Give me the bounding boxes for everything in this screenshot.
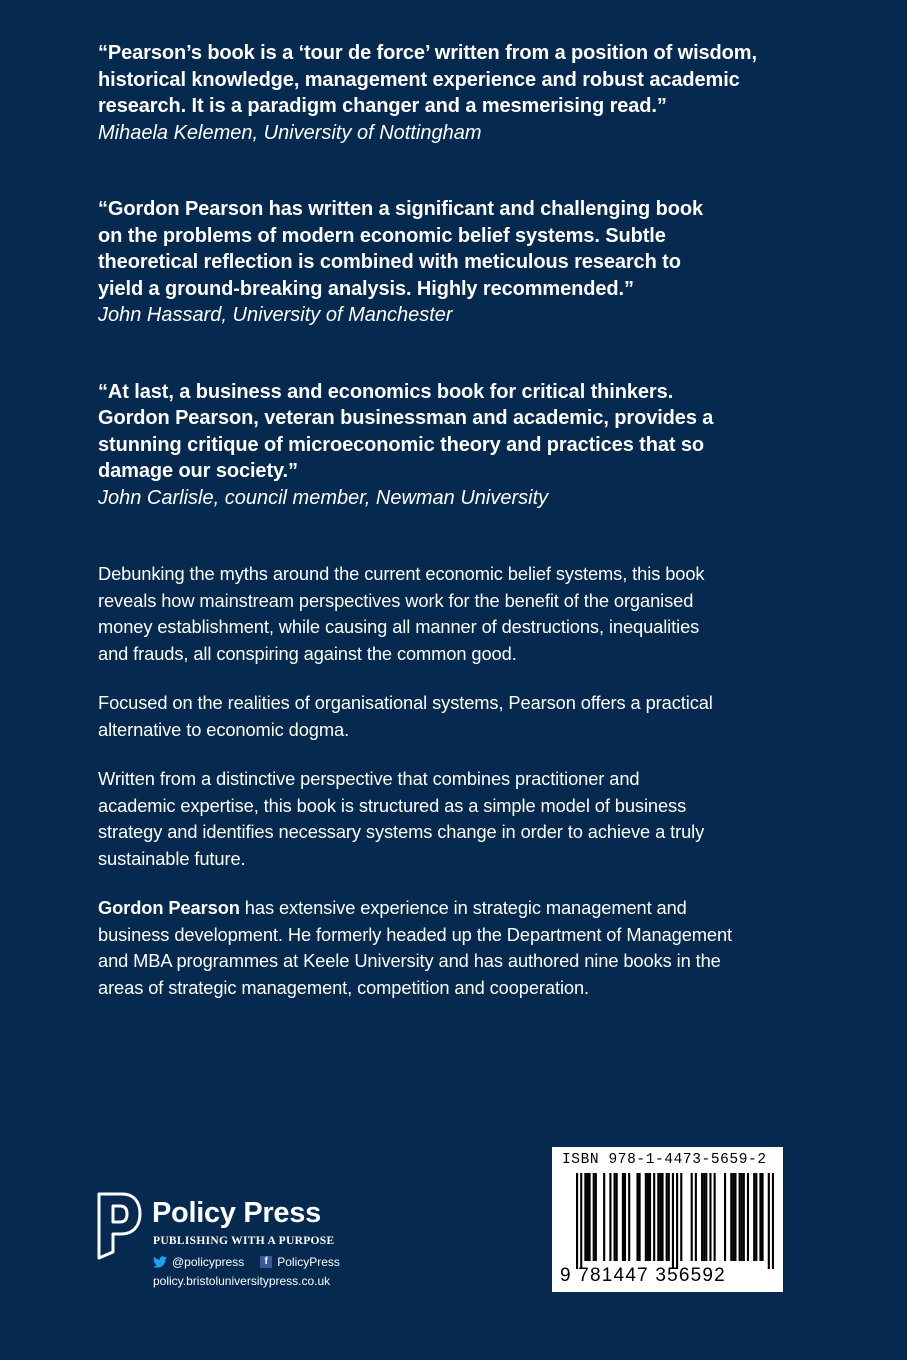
barcode-bar	[724, 1173, 726, 1261]
barcode-bar	[666, 1173, 668, 1261]
barcode-bar	[743, 1173, 745, 1261]
barcode-bar	[661, 1173, 663, 1261]
barcode-bar	[695, 1173, 697, 1261]
barcode-bar	[649, 1173, 651, 1261]
barcode-bar	[636, 1173, 638, 1261]
quote-attribution: John Carlisle, council member, Newman University	[98, 486, 549, 509]
publisher-social-links	[153, 1254, 340, 1269]
quote-attribution: John Hassard, University of Manchester	[98, 304, 453, 326]
barcode-bar	[659, 1173, 661, 1261]
barcode-bar	[691, 1173, 693, 1261]
publisher-name: Policy Press	[152, 1197, 321, 1229]
barcode-bars	[562, 1173, 774, 1269]
author-bio: Gordon Pearson has extensive experience in strategic management and business development. He formerly headed up the Department of Management and MBA programmes at Keele University and has authored nine books in the areas of strategic management, competition and cooperation.	[98, 897, 733, 998]
barcode-bar	[628, 1173, 630, 1261]
endorsement-quote-2	[98, 196, 798, 329]
barcode-bar	[734, 1173, 736, 1261]
facebook-f-icon: f	[260, 1256, 272, 1268]
barcode-bar	[586, 1173, 588, 1261]
barcode-bar	[741, 1173, 743, 1261]
barcode-bar	[714, 1173, 716, 1261]
barcode-bar	[732, 1173, 734, 1261]
back-cover-content	[98, 40, 798, 1024]
barcode-bar	[680, 1173, 682, 1261]
barcode-bar	[653, 1173, 655, 1261]
barcode-bar	[705, 1173, 707, 1261]
quote-attribution: Mihaela Kelemen, University of Nottingham	[98, 121, 482, 144]
quote-text: “Pearson’s book is a ‘tour de force’ written from a position of wisdom, historical knowledge, management experience and robust academic research. It is a paradigm changer and a mesmerising read.”	[98, 42, 757, 117]
barcode-bar	[761, 1173, 763, 1261]
barcode-bar	[584, 1173, 586, 1261]
barcode-bar	[639, 1173, 641, 1261]
barcode-bar	[609, 1173, 611, 1261]
isbn-label: ISBN 978-1-4473-5659-2	[562, 1152, 767, 1168]
description-paragraph-2: Focused on the realities of organisational systems, Pearson offers a practical alternative to economic dogma.	[98, 692, 713, 740]
barcode-bar	[739, 1173, 741, 1261]
quote-text: “At last, a business and economics book for critical thinkers. Gordon Pearson, veteran businessman and academic, provides a stunning critique of microeconomic theory and practices that so damage our society.”	[98, 380, 714, 482]
barcode-bar	[701, 1173, 703, 1261]
quote-text: “Gordon Pearson has written a significant and challenging book on the problems of modern economic belief systems. Subtle theoretical reflection is combined with meticulous research to yield a ground-breaking analysis. Highly recommended.”	[98, 198, 703, 300]
barcode-bar	[768, 1173, 770, 1269]
barcode-bar	[580, 1173, 582, 1269]
book-description	[98, 561, 798, 1001]
barcode-bar	[589, 1173, 591, 1261]
publisher-url[interactable]: policy.bristoluniversitypress.co.uk	[153, 1274, 331, 1288]
twitter-bird-icon	[153, 1256, 167, 1268]
description-paragraph-3: Written from a distinctive perspective that combines practitioner and academic expertise, this book is structured as a simple model of business strategy and identifies necessary systems change in order to achieve a truly sustainable future.	[98, 768, 705, 869]
barcode-bar	[624, 1173, 626, 1261]
barcode-bar	[657, 1173, 659, 1261]
isbn-barcode	[552, 1147, 783, 1292]
barcode-bar	[593, 1173, 595, 1261]
endorsement-quote-3	[98, 379, 798, 512]
barcode-bar	[614, 1173, 616, 1261]
barcode-bar	[603, 1173, 605, 1261]
barcode-bar	[672, 1173, 674, 1269]
facebook-handle[interactable]: PolicyPress	[277, 1254, 340, 1269]
barcode-bar	[668, 1173, 670, 1261]
barcode-bar	[645, 1173, 647, 1261]
barcode-bar	[703, 1173, 705, 1261]
barcode-bar	[759, 1173, 761, 1261]
barcode-bar	[647, 1173, 649, 1261]
barcode-bar	[755, 1173, 757, 1261]
barcode-digits: 9 781447 356592	[560, 1265, 726, 1286]
author-name: Gordon Pearson	[98, 897, 240, 918]
publisher-tagline: PUBLISHING WITH A PURPOSE	[153, 1235, 335, 1247]
barcode-bar	[747, 1173, 749, 1261]
barcode-bar	[595, 1173, 597, 1261]
barcode-bar	[753, 1173, 755, 1261]
barcode-bar	[676, 1173, 678, 1269]
barcode-bar	[709, 1173, 711, 1261]
endorsement-quote-1	[98, 40, 798, 146]
description-paragraph-1: Debunking the myths around the current economic belief systems, this book reveals how mainstream perspectives work for the benefit of the organised money establishment, while causing all manner of destructions, inequalities and frauds, all conspiring against the common good.	[98, 563, 705, 664]
barcode-bar	[772, 1173, 774, 1269]
barcode-bar	[616, 1173, 618, 1261]
barcode-bar	[622, 1173, 624, 1261]
barcode-bar	[730, 1173, 732, 1261]
policy-press-p-logo-icon	[96, 1192, 142, 1260]
twitter-handle[interactable]: @policypress	[172, 1254, 245, 1269]
barcode-bar	[576, 1173, 578, 1269]
